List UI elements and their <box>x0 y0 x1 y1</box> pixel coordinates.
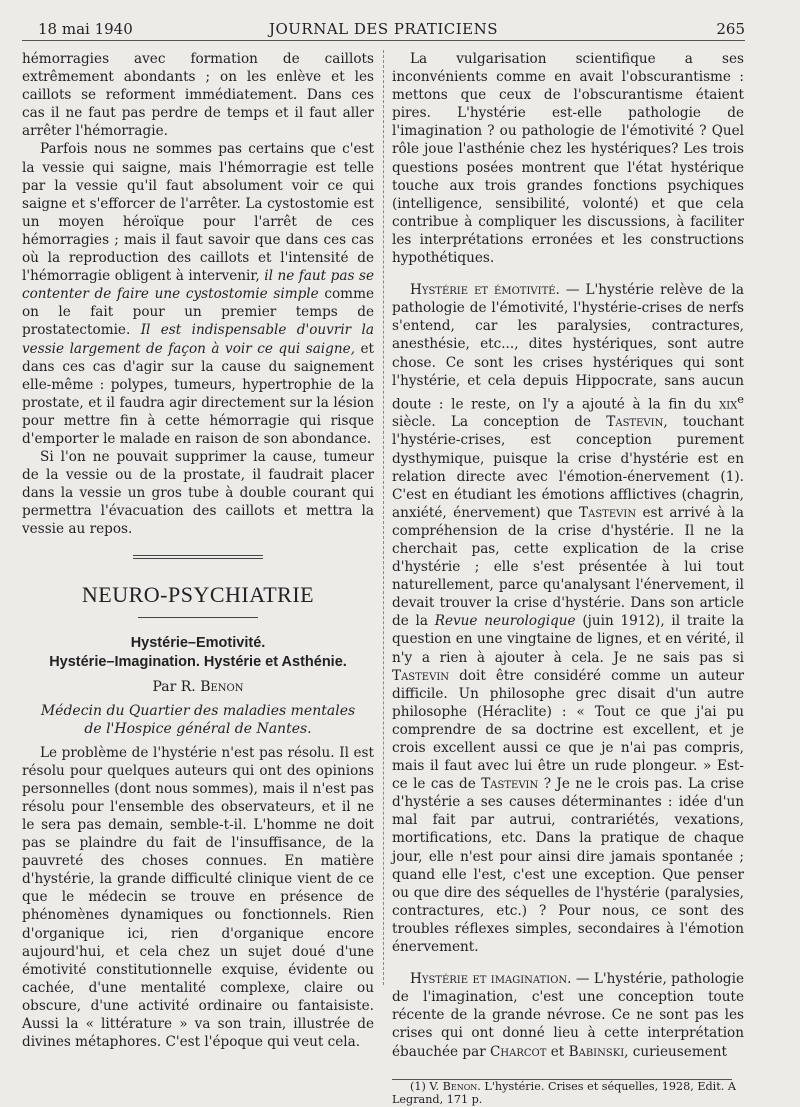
issue-date: 18 mai 1940 <box>38 20 133 38</box>
right-column <box>392 50 744 1107</box>
running-header <box>22 20 745 41</box>
section-title: NEURO-PSYCHIATRIE <box>81 581 315 607</box>
paragraph: hémorragies avec formation de caillots extrêmement abondants ; on les enlève et les caillots se reforment immédiatement. Dans ces cas il ne faut pas perdre de temps et il faut aller arrêter l'hémorragie. <box>22 51 374 140</box>
journal-title: JOURNAL DES PRATICIENS <box>268 20 499 38</box>
paragraph: Parfois nous ne sommes pas certains que c'est la vessie qui saigne, mais l'hémorragie est telle par la vessie qu'il faut absolument voir ce qui saigne et s'efforcer de l'arrêter. La cystostomie est un moyen héroïque pour l'arrêt de ces hémorragies ; mais il faut savoir que dans ces cas où la reproduction des caillots et l'intensité de l'hémorragie obligent à intervenir, il ne faut pas se contenter de faire une cystostomie simple comme on le fait pour un premier temps de prostatectomie. Il est indispensable d'ouvrir la vessie largement de façon à voir ce qui saigne, et dans ces cas d'agir sur la cause du saignement elle-même : polypes, tumeurs, hypertrophie de la prostate, et il faudra agir directement sur la lésion pour mettre fin à cette hémorragie qui risque d'emporter le malade en raison de son abondance. <box>22 141 375 447</box>
author-affiliation: Médecin du Quartier des maladies mentales de l'Hospice général de Nantes. <box>40 702 356 737</box>
paragraph: La vulgarisation scientifique a ses inconvénients comme en avait l'obscurantisme : mettons que ceux de l'obscurantisme étaient pires. L'hystérie est-elle pathologie de l'imagination ? ou pathologie de l'émotivité ? Quel rôle joue l'asthénie chez les hystériques? Les trois questions posées montrent que l'état hystérique touche aux trois grandes fonctions psychiques (intelligence, sensibilité, volonté) et que cela contribue à compliquer les discussions, à faciliter les interprétations erronées et les constructions hypothétiques. <box>392 51 744 267</box>
page-number: 265 <box>716 20 745 38</box>
section-divider <box>133 555 263 559</box>
byline: Par R. Benon <box>152 678 244 695</box>
paragraph: Si l'on ne pouvait supprimer la cause, tumeur de la vessie ou de la prostate, il faudrait placer dans la vessie un gros tube à double courant qui permettra l'évacuation des caillots et mettra la vessie au repos. <box>22 449 374 538</box>
section-underline <box>138 617 258 618</box>
author-name: Benon <box>200 678 244 695</box>
left-column <box>22 50 374 1051</box>
paragraph: Hystérie et émotivité. — L'hystérie relève de la pathologie de l'émotivité, l'hystérie-crises de nerfs s'entend, car les paralysies, contractures, anesthésie, etc..., dites hystériques, sont autre chose. Ce sont les crises hystériques qui sont l'hystérie, et cela depuis Hippocrate, sans aucun doute : le reste, on l'y a ajouté à la fin du xix$^e$ siècle. La conception de Tastevin, touchant l'hystérie-crises, est conception purement dysthymique, puisque la crise d'hystérie est en relation directe avec l'émotion-énervement (1). C'est en étudiant les émotions afflictives (chagrin, anxiété, énervement) que Tastevin est arrivé à la compréhension de la crise d'hystérie. Il ne la cherchait pas, cette explication de la crise d'hystérie ; elle s'est présentée à lui tout naturellement, parce qu'analysant l'énervement, il devait trouver la crise d'hystérie. Dans son article de la Revue neurologique (juin 1912), il traite la question en une vingtaine de lignes, et en vérité, il n'y a rien à ajouter à cela. Je ne sais pas si Tastevin doit être considéré comme un auteur difficile. Un philosophe grec disait d'un autre philosophe (Héraclite) : « Tout ce que j'ai pu comprendre de sa doctrine est excellent, et je crois excellent aussi ce que je n'ai pas compris, mais il faut avec lui être un rude plongeur. » Est-ce le cas de Tastevin ? Je ne le crois pas. La crise d'hystérie a ses causes déterminantes : idée d'un mal fait par autrui, contrariétés, vexations, mortifications, etc. Dans la pratique de chaque jour, elle n'est pour ainsi dire jamais spontanée ; quand elle l'est, c'est une exception. Que penser ou que dire des séquelles de l'hystérie (paralysies, contractures, etc.) ? Pour nous, ce sont des troubles réflexes simples, secondaires à l'émotion énervement. <box>392 282 745 956</box>
subsection-heading: Hystérie et émotivité. <box>410 282 560 299</box>
subsection-heading: Hystérie et imagination. <box>410 971 572 988</box>
column-divider <box>383 50 384 985</box>
paragraph: Le problème de l'hystérie n'est pas résolu. Il est résolu pour quelques auteurs qui ont des opinions personnelles (dont nous sommes), mais il n'est pas résolu pour l'ensemble des observateurs, et il ne le sera pas demain, semble-t-il. L'homme ne doit pas se plaindre du fait de l'insuffisance, de la pauvreté des choses connues. En matière d'hystérie, la grande difficulté clinique vient de ce que le médecin se trouve en présence de phénomènes dynamiques ou fonctionnels. Rien d'organique ici, rien d'organique encore aujourd'hui, et cela chez un sujet doué d'une émotivité constitutionnelle exquise, évidente ou cachée, d'une mentalité complexe, claire ou obscure, d'une activité ordinaire ou fantaisiste. Aussi la « littérature » va son train, illustrée de divines métaphores. C'est l'époque qui veut cela. <box>22 744 374 1051</box>
article-title-line-1: Hystérie–Emotivité. <box>130 634 266 651</box>
footnote: (1) V. Benon. L'hystérie. Crises et séquelles, 1928, Edit. A Legrand, 171 p. <box>392 1079 736 1107</box>
article-title <box>22 634 374 672</box>
article-title-line-2: Hystérie–Imagination. Hystérie et Asthénie. <box>49 653 347 670</box>
paragraph: Hystérie et imagination. — L'hystérie, pathologie de l'imagination, c'est une conception toute récente de la grande névrose. Ce ne sont pas les crises qui ont donné lieu à cette interprétation ébauchée par Charcot et Babinski, curieusement <box>392 971 744 1060</box>
